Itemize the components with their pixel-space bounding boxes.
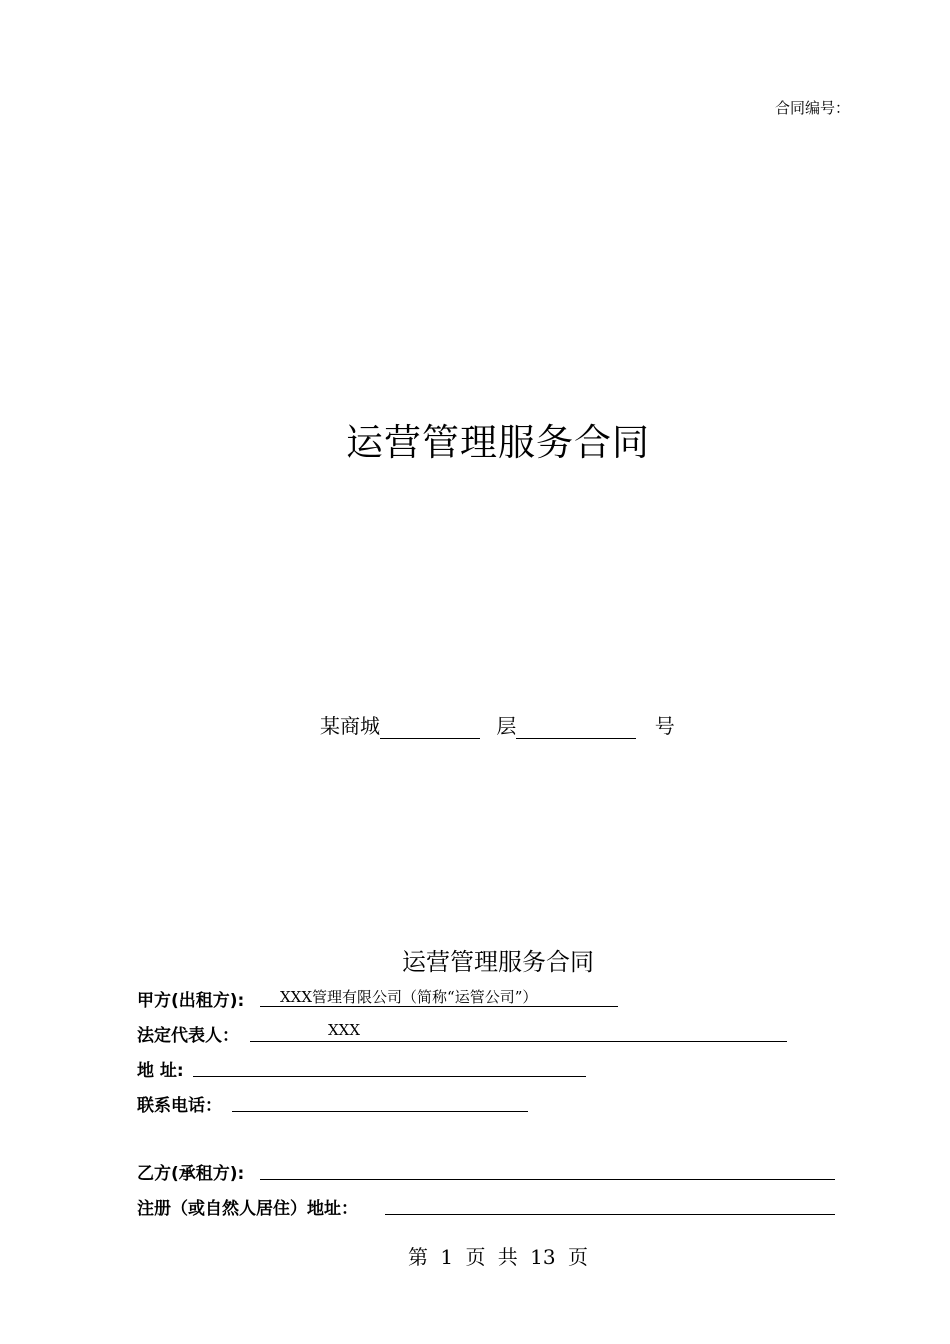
party-b-field[interactable] xyxy=(260,1159,835,1180)
party-b-row xyxy=(137,1159,244,1184)
mall-blank[interactable] xyxy=(380,716,480,739)
legal-rep-label: 法定代表人： xyxy=(137,1026,239,1046)
party-a-field[interactable] xyxy=(260,986,618,1007)
party-a-row xyxy=(137,986,244,1011)
legal-rep-row xyxy=(137,1021,239,1046)
cover-location-line xyxy=(320,710,675,739)
contract-number-label: 合同编号： xyxy=(774,99,850,117)
cover-title: 运营管理服务合同 xyxy=(346,421,650,464)
address-field[interactable] xyxy=(193,1056,586,1077)
number-label: 号 xyxy=(654,714,675,738)
address-label: 地 址: xyxy=(137,1061,184,1081)
phone-field[interactable] xyxy=(232,1091,528,1112)
floor-label: 层 xyxy=(496,714,517,738)
phone-row xyxy=(137,1091,222,1116)
reg-address-field[interactable] xyxy=(385,1194,835,1215)
mall-name: 某商城 xyxy=(320,714,380,738)
address-row xyxy=(137,1056,184,1081)
floor-blank[interactable] xyxy=(516,716,636,739)
party-a-value: XXX管理有限公司（简称“运管公司”） xyxy=(280,988,538,1006)
legal-rep-field[interactable] xyxy=(250,1021,787,1042)
legal-rep-value: XXX xyxy=(328,1021,361,1039)
page-number: 第 1 页 共 13 页 xyxy=(408,1245,588,1269)
reg-address-row xyxy=(137,1194,358,1219)
party-b-label: 乙方(承租方): xyxy=(137,1164,245,1184)
body-title: 运营管理服务合同 xyxy=(402,948,594,976)
party-a-label: 甲方(出租方): xyxy=(137,991,245,1011)
phone-label: 联系电话： xyxy=(137,1096,222,1116)
reg-address-label: 注册（或自然人居住）地址： xyxy=(137,1199,358,1219)
